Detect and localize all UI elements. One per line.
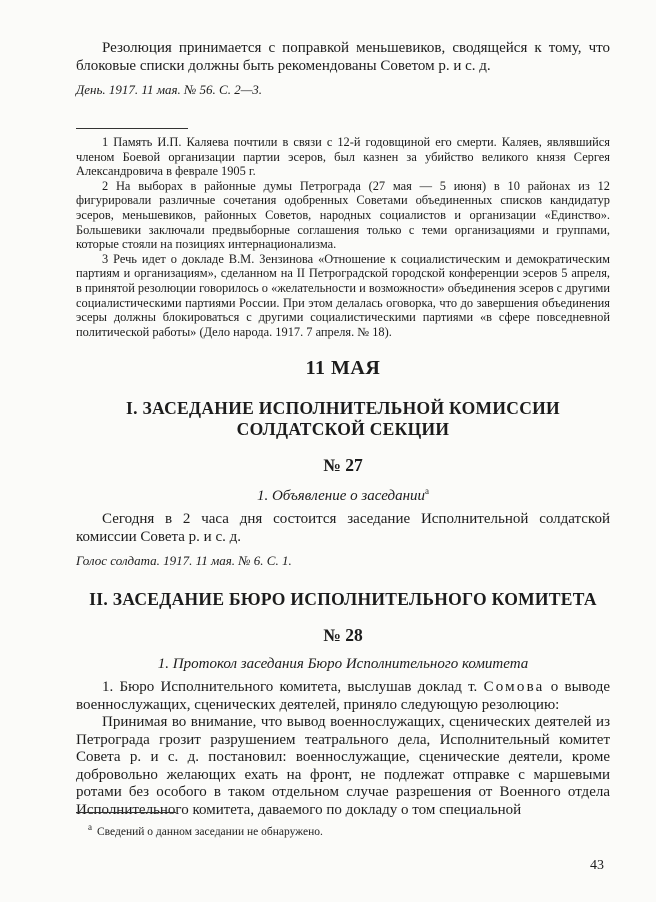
doc-title-text: 1. Объявление о заседании xyxy=(256,488,426,505)
section1-heading: I. ЗАСЕДАНИЕ ИСПОЛНИТЕЛЬНОЙ КОМИССИИ СОЛДАТСКОЙ СЕКЦИИ xyxy=(126,398,560,440)
page-number: 43 xyxy=(590,858,604,873)
section1-source: Голос солдата. 1917. 11 мая. № 6. С. 1. xyxy=(76,553,292,569)
para1-start: 1. Бюро Исполнительного комитета, выслушав доклад т. xyxy=(102,679,478,696)
section1-paragraph: Сегодня в 2 часа дня состоится заседание Исполнительной солдатской комиссии Совета р. и с. д. xyxy=(76,511,610,545)
date-heading: 11 МАЯ xyxy=(305,357,381,380)
footnote-2: 2 На выборах в районные думы Петрограда (27 мая — 5 июня) в 10 районах из 12 фигурировали различные сочетания одобренных Советами объединенных списков кандидатур эсеров, меньшевиков, районных Советов, народных социалистов и организации «Единство». Большевики заключали предвыборные соглашения только с теми организациями и группами, которые стояли на позициях интернационализма. xyxy=(76,178,610,252)
doc-number-27: № 27 xyxy=(323,455,363,476)
footnote-marker: а xyxy=(425,486,430,497)
doc-title-announcement xyxy=(76,486,610,505)
para1-end: о выводе военнослужащих, сценических деятелей, приняло следующую резолюцию: xyxy=(76,679,611,713)
bottom-footnote-divider xyxy=(76,812,176,813)
footnote-divider xyxy=(76,128,188,129)
doc-title-protocol: 1. Протокол заседания Бюро Исполнительного комитета xyxy=(157,656,529,673)
bottom-footnote-text: Сведений о данном заседании не обнаружено. xyxy=(97,825,323,838)
bottom-footnote xyxy=(88,820,323,839)
intro-source: День. 1917. 11 мая. № 56. С. 2—3. xyxy=(76,82,263,97)
page-body xyxy=(76,40,610,819)
section2-paragraph-1 xyxy=(76,679,610,714)
footnote-3: 3 Речь идет о докладе В.М. Зензинова «Отношение к социалистическим и демократическим партиям и организациям», сделанном на II Петроградской городской конференции эсеров 5 апреля, в принятой резолюции говорилось о «желательности и возможности» объединения эсеров с другими социалистическими партиями России. При этом делалась оговорка, что до завершения объединения эсеры должны блокироваться с другими социалистическими партиями «в сфере повседневной политической работы» (Дело народа. 1917. 7 апреля. № 18). xyxy=(76,251,610,339)
intro-paragraph: Резолюция принимается с поправкой меньшевиков, сводящейся к тому, что блоковые списки должны быть рекомендованы Советом р. и с. д. xyxy=(76,40,610,74)
section2-paragraph-2: Принимая во внимание, что вывод военнослужащих, сценических деятелей из Петрограда грозит разрушением театрального дела, Исполнительный комитет Совета р. и с. д. постановил: военнослужащие, сценические деятели, кроме добровольно желающих ехать на фронт, не подлежат отправке с маршевыми ротами без особого в таком отдельном случае разрешения от Военного отдела Исполнительного комитета, даваемого по докладу о том специальной xyxy=(76,714,610,818)
footnote-1: 1 Память И.П. Каляева почтили в связи с 12-й годовщиной его смерти. Каляев, являвшийся членом Боевой организации партии эсеров, был казнен за убийство великого князя Сергея Александровича в феврале 1905 г. xyxy=(76,135,610,179)
doc-number-28: № 28 xyxy=(323,625,363,646)
bottom-footnote-marker: а xyxy=(88,822,92,832)
section2-heading: II. ЗАСЕДАНИЕ БЮРО ИСПОЛНИТЕЛЬНОГО КОМИТЕТА xyxy=(89,589,597,610)
reporter-name: Сомова xyxy=(483,679,545,696)
